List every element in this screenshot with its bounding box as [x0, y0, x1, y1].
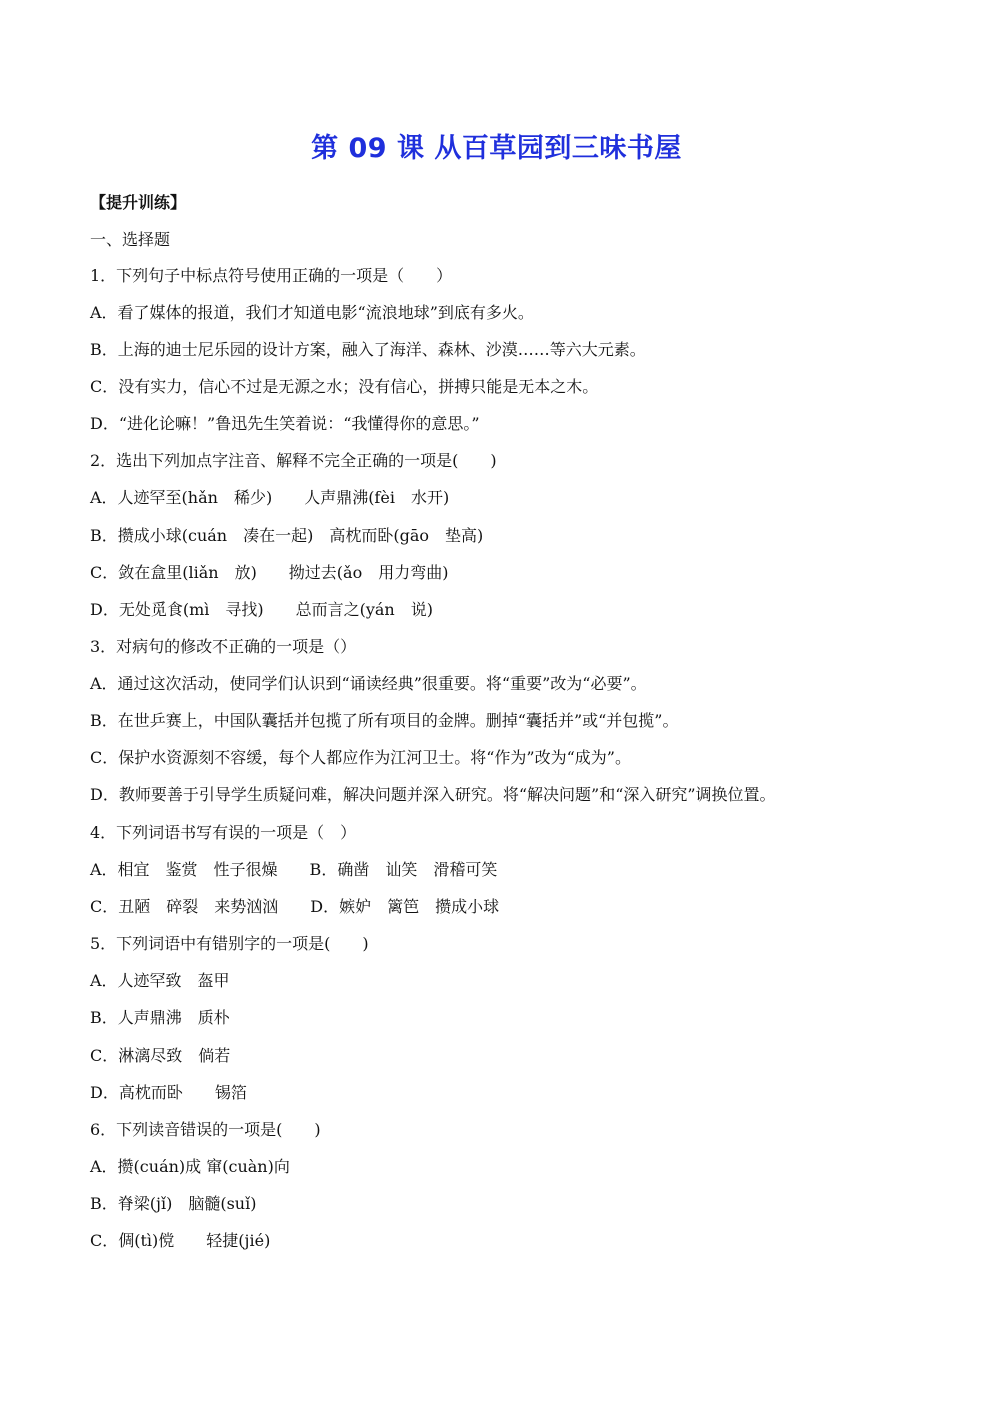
question-option: C．淋漓尽致 倘若 [90, 1046, 231, 1065]
question-option: D．高枕而卧 锡箔 [90, 1083, 247, 1102]
question-option: B．攒成小球(cuán 凑在一起) 高枕而卧(gāo 垫高) [90, 526, 484, 545]
question-option: B．人声鼎沸 质朴 [90, 1008, 230, 1027]
question-option: D．无处觅食(mì 寻找) 总而言之(yán 说) [90, 600, 433, 619]
page-title: 第 09 课 从百草园到三味书屋 [311, 133, 682, 164]
question-option: A．人迹罕至(hǎn 稀少) 人声鼎沸(fèi 水开) [90, 488, 450, 507]
part-heading: 一、选择题 [90, 230, 171, 249]
question-stem: 5．下列词语中有错别字的一项是( ) [90, 934, 369, 953]
question-option: A．人迹罕致 盔甲 [90, 971, 230, 990]
question-option: C．丑陋 碎裂 来势汹汹 D．嫉妒 篱笆 攒成小球 [90, 897, 500, 916]
question-option: B．在世乒赛上，中国队囊括并包揽了所有项目的金牌。删掉“囊括并”或“并包揽”。 [90, 711, 679, 730]
question-stem: 1．下列句子中标点符号使用正确的一项是（ ） [90, 266, 453, 285]
question-option: D．教师要善于引导学生质疑问难，解决问题并深入研究。将“解决问题”和“深入研究”调换位置。 [90, 785, 776, 804]
question-option: C．敛在盒里(liǎn 放) 拗过去(ǎo 用力弯曲) [90, 563, 449, 582]
question-option: C．倜(tì)傥 轻捷(jié) [90, 1231, 271, 1250]
question-option: B．上海的迪士尼乐园的设计方案，融入了海洋、森林、沙漠……等六大元素。 [90, 340, 646, 359]
section-tag: 【提升训练】 [90, 193, 187, 212]
question-option: B．脊梁(jǐ) 脑髓(suǐ) [90, 1194, 257, 1213]
question-stem: 2．选出下列加点字注音、解释不完全正确的一项是( ) [90, 451, 497, 470]
question-stem: 3．对病句的修改不正确的一项是（） [90, 637, 357, 656]
question-option: A．攒(cuán)成 窜(cuàn)向 [90, 1157, 290, 1176]
question-stem: 6．下列读音错误的一项是( ) [90, 1120, 321, 1139]
question-option: A．看了媒体的报道，我们才知道电影“流浪地球”到底有多火。 [90, 303, 534, 322]
question-option: C．保护水资源刻不容缓，每个人都应作为江河卫士。将“作为”改为“成为”。 [90, 748, 631, 767]
question-option: D．“进化论嘛！”鲁迅先生笑着说：“我懂得你的意思。” [90, 414, 480, 433]
question-option: A．通过这次活动，使同学们认识到“诵读经典”很重要。将“重要”改为“必要”。 [90, 674, 647, 693]
question-option: A．相宜 鉴赏 性子很燥 B．确凿 讪笑 滑稽可笑 [90, 860, 498, 879]
question-option: C．没有实力，信心不过是无源之水；没有信心，拼搏只能是无本之木。 [90, 377, 599, 396]
question-stem: 4．下列词语书写有误的一项是（ ） [90, 823, 357, 842]
